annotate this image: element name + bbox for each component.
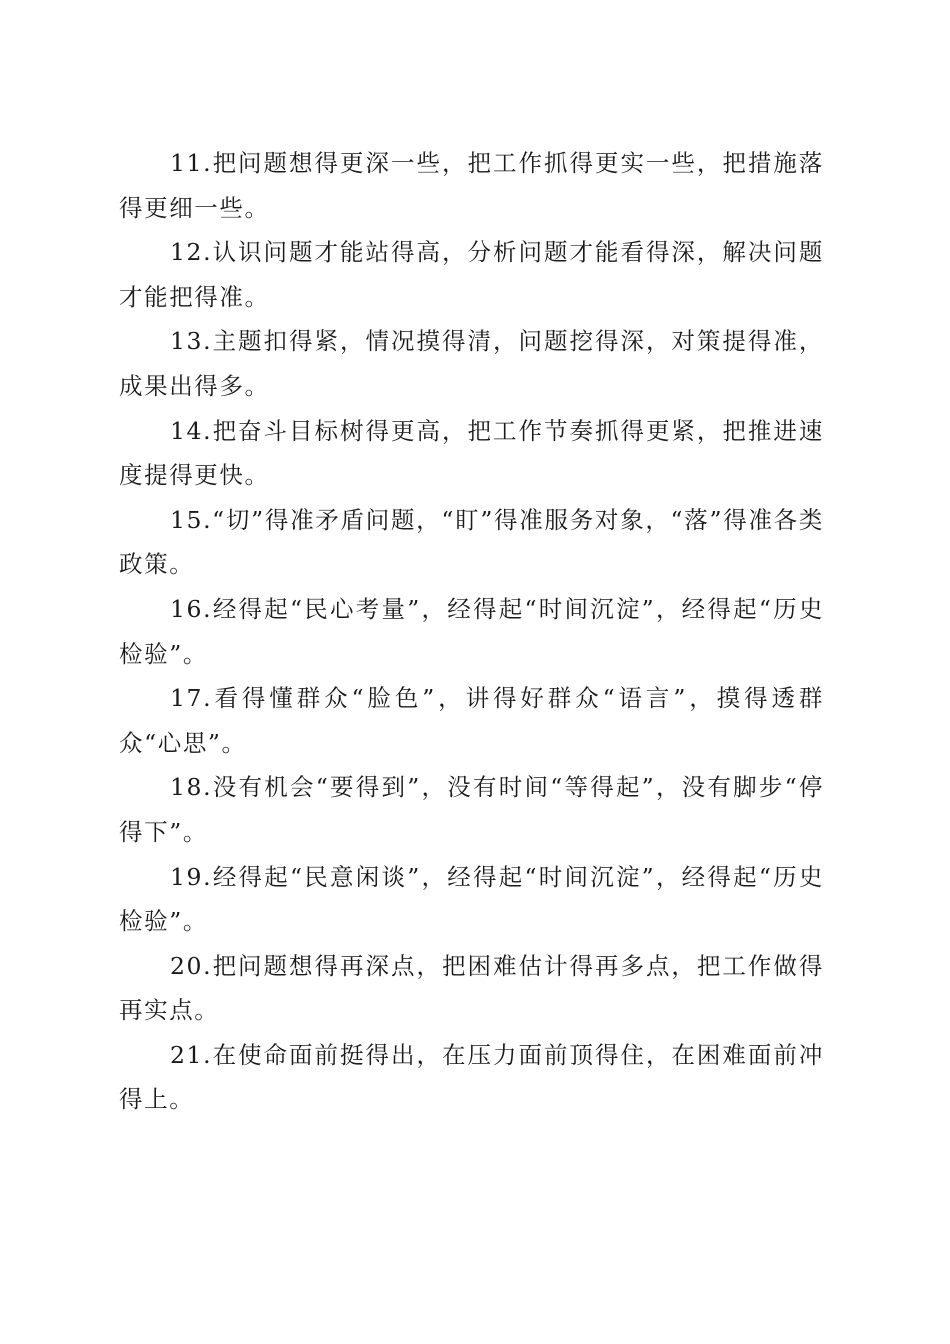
paragraph-12: 12.认识问题才能站得高，分析问题才能看得深，解决问题才能把得准。 <box>119 238 824 311</box>
document-body <box>119 141 824 1122</box>
paragraph-17: 17.看得懂群众“脸色”，讲得好群众“语言”，摸得透群众“心思”。 <box>119 684 824 757</box>
paragraph-21: 21.在使命面前挺得出，在压力面前顶得住，在困难面前冲得上。 <box>119 1040 824 1114</box>
paragraph-13: 13.主题扣得紧，情况摸得清，问题挖得深，对策提得准，成果出得多。 <box>119 327 824 400</box>
paragraph-20: 20.把问题想得再深点，把困难估计得再多点，把工作做得再实点。 <box>119 951 824 1025</box>
paragraph-19: 19.经得起“民意闲谈”，经得起“时间沉淀”，经得起“历史检验”。 <box>119 862 824 936</box>
paragraph-18: 18.没有机会“要得到”，没有时间“等得起”，没有脚步“停得下”。 <box>119 773 824 846</box>
paragraph-16: 16.经得起“民心考量”，经得起“时间沉淀”，经得起“历史检验”。 <box>119 594 824 668</box>
paragraph-14: 14.把奋斗目标树得更高，把工作节奏抓得更紧，把推进速度提得更快。 <box>119 416 824 490</box>
paragraph-15: 15.“切”得准矛盾问题，“盯”得准服务对象，“落”得准各类政策。 <box>119 505 824 579</box>
paragraph-11: 11.把问题想得更深一些，把工作抓得更实一些，把措施落得更细一些。 <box>119 149 824 222</box>
